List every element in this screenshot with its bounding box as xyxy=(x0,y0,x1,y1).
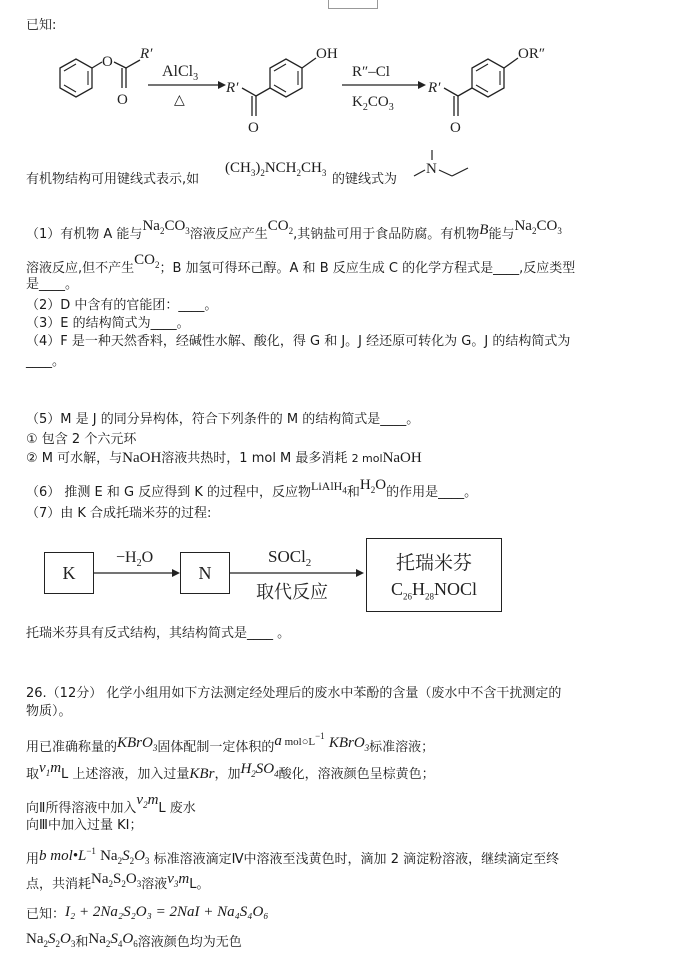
line-notation-prefix: 有机物结构可用键线式表示,如 xyxy=(26,172,200,187)
line-notation-middle: 的键线式为 xyxy=(332,172,398,187)
svg-text:SOCl2: SOCl$_2$ xyxy=(268,547,312,569)
q26-step-4: 向Ⅲ中加入过量 KI； xyxy=(26,818,143,833)
q1-line2: 溶液反应,但不产生$CO_2$；B 加氢可得环己醇。A 和 B 反应生成 C 的化学方程式是____,反应类型 xyxy=(26,252,576,276)
q4-line1: （4）F 是一种天然香料，经碱性水解、酸化，得 G 和 J。J 经还原可转化为 G。J 的结构简式为 xyxy=(26,334,571,349)
q26-title: 26.（12分） 化学小组用如下方法测定经处理后的废水中苯酚的含量（废水中不含干扰测定的 xyxy=(26,686,562,701)
carbonyl-o-2: O xyxy=(248,120,259,136)
alcl3-label: AlCl$_3$ xyxy=(162,63,199,83)
amine-skeletal xyxy=(408,146,488,186)
q1-line3: 是____。 xyxy=(26,277,79,292)
r-prime-1: R′ xyxy=(140,46,153,62)
q7: （7）由 K 合成托瑞米芬的过程: xyxy=(26,506,212,521)
q3: （3）E 的结构简式为____。 xyxy=(26,316,190,331)
known-label: 已知: xyxy=(26,18,57,33)
reaction-scheme-1 xyxy=(30,38,590,138)
trans-structure-line: 托瑞米芬具有反式结构，其结构简式是____ 。 xyxy=(26,626,291,641)
q5-condition-2: ② M 可水解，与NaOH溶液共热时，1 mol M 最多消耗 2 molNaOH xyxy=(26,450,422,466)
k2co3-label: $K_2CO_3$ xyxy=(352,94,394,113)
flow-arrow-1 xyxy=(92,540,182,590)
flow-box-n: N xyxy=(180,552,230,594)
q1-line1: （1）有机物 A 能与$Na_2CO_3$溶液反应产生$CO_2$,其钠盐可用于食品防腐。有机物B能与$Na_2CO_3$ xyxy=(26,218,562,242)
heat-symbol: △ xyxy=(174,93,185,108)
svg-text:N: N xyxy=(426,161,437,177)
r-cl-label: R″–Cl xyxy=(352,64,390,80)
ether-label: OR″ xyxy=(518,46,546,62)
product-name: 托瑞米芬 xyxy=(395,553,472,575)
carbonyl-o-3: O xyxy=(450,120,461,136)
r-prime-3: R′ xyxy=(428,80,441,96)
q26-step-3: 向Ⅱ所得溶液中加入$v_2mL$ 废水 xyxy=(26,792,196,816)
q6: （6） 推测 E 和 G 反应得到 K 的过程中，反应物LiAlH$_4$和$H_2O$的作用是____。 xyxy=(26,477,478,500)
q26-title-2: 物质）。 xyxy=(26,704,72,719)
q26-step-1: 用已准确称量的KBrO$_3$固体配制一定体积的a $mol○L^{-1}$ KBrO$_3$标准溶液； xyxy=(26,731,435,755)
q4-line2: ____。 xyxy=(26,354,66,369)
svg-text:−H2O: $-H_2O$ xyxy=(116,549,154,569)
q26-known: 已知：I₂ + 2Na₂S₂O₃ = 2NaI + Na₄S₄O₆ xyxy=(26,904,269,922)
q2: （2）D 中含有的官能团：____。 xyxy=(26,298,218,313)
flow-box-k: K xyxy=(44,552,94,594)
cropped-header-box xyxy=(328,0,378,9)
q5-intro: （5）M 是 J 的同分异构体，符合下列条件的 M 的结构简式是____。 xyxy=(26,412,420,427)
q26-step-2: 取$v_1mL$ 上述溶液，加入过量KBr，加$H_2SO_4$酸化，溶液颜色呈棕黄色； xyxy=(26,760,435,782)
ester-oxygen: O xyxy=(102,54,113,70)
flow-arrow-2 xyxy=(228,540,368,610)
amine-formula: $(CH_3)_2NCH_2CH_3$ xyxy=(225,160,327,178)
q26-step-6: 点，共消耗$Na_2S_2O_3$溶液$v_3mL$。 xyxy=(26,871,210,892)
svg-text:取代反应: 取代反应 xyxy=(256,582,328,602)
q26-step-5: 用b $mol•L^{-1}$ $Na_2S_2O_3$ 标准溶液滴定Ⅳ中溶液至浅黄色时，滴加 2 滴淀粉溶液，继续滴定至终 xyxy=(26,846,560,867)
carbonyl-o-1: O xyxy=(117,92,128,108)
q5-condition-1: ① 包含 2 个六元环 xyxy=(26,432,137,447)
q26-last-line: $Na_2S_2O_3$和$Na_2S_4O_6$溶液颜色均为无色 xyxy=(26,931,242,950)
hydroxyl-label: OH xyxy=(316,46,338,62)
flow-box-product xyxy=(366,538,502,612)
product-formula: $C_{26}H_{28}NOCl$ xyxy=(390,579,478,602)
r-prime-2: R′ xyxy=(226,80,239,96)
